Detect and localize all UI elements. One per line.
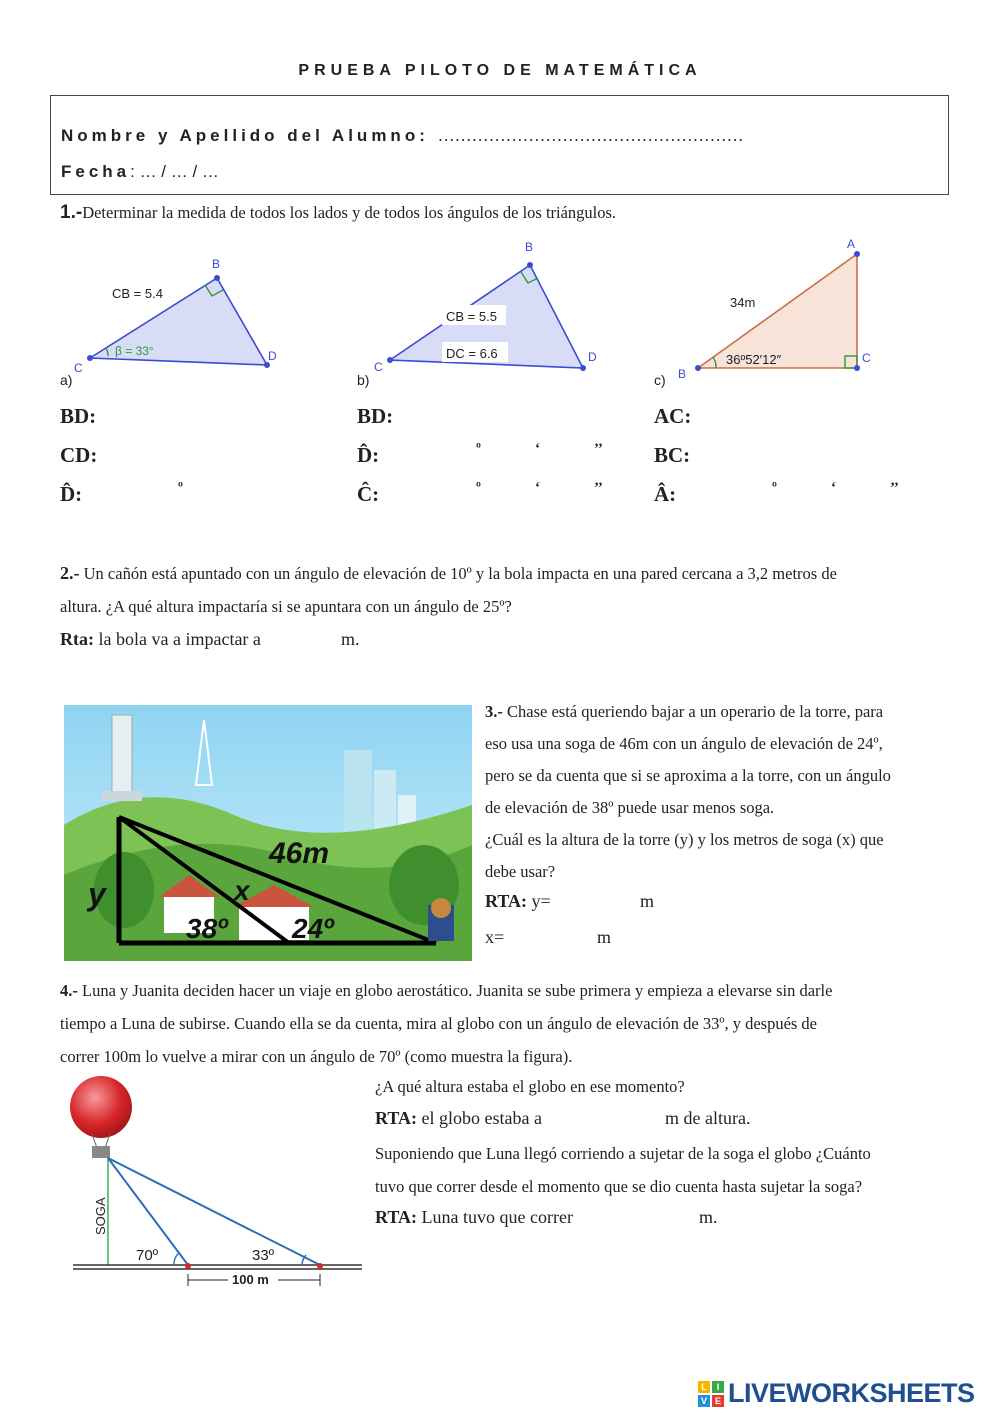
q3-statement (485, 696, 955, 888)
answer-b-angle-c: Ĉ: (357, 482, 380, 506)
q3-rta-label: RTA: (485, 891, 528, 911)
q2-rta-label: Rta: (60, 629, 94, 649)
vertex-b: B (678, 367, 687, 381)
q2-line2: altura. ¿A qué altura impactaría si se apuntara con un ángulo de 25º? (60, 597, 512, 616)
q3-line1: Chase está queriendo bajar a un operario de la torre, para (507, 702, 884, 721)
student-info-box (50, 95, 949, 195)
answer-c-bc: BC: (654, 443, 691, 467)
angle-70-label: 70º (136, 1247, 159, 1264)
page-title: PRUEBA PILOTO DE MATEMÁTICA (298, 62, 702, 79)
q3-line6: debe usar? (485, 862, 556, 881)
triangle-a-tag: a) (60, 372, 73, 388)
answer-a-cd: CD: (60, 443, 98, 467)
q4-question-a: ¿A qué altura estaba el globo en ese momento? (375, 1077, 685, 1096)
rope-x-label: x (234, 875, 250, 906)
triangle-b-figure (360, 235, 620, 385)
q2-statement (60, 557, 950, 623)
side-dc-label: DC = 6.6 (446, 346, 498, 361)
angle-33-label: 33º (252, 1247, 275, 1264)
answer-c-angle-a: Â: (654, 482, 677, 506)
side-cb-label: CB = 5.5 (446, 309, 497, 324)
vertex-a: A (847, 237, 856, 251)
q4-rta2-text: Luna tuvo que correr (421, 1207, 573, 1227)
q3-answer-y (485, 891, 551, 912)
q3-line2: eso usa una soga de 46m con un ángulo de elevación de 24º, (485, 734, 883, 753)
answer-b-c-min: ‘ (535, 480, 540, 496)
tower-y-label: y (88, 876, 106, 912)
tower-figure (64, 705, 472, 961)
answer-b-d-deg: º (476, 441, 481, 457)
q3-y-unit: m (640, 891, 655, 911)
q4-question-b-line2: tuvo que correr desde el momento que se dio cuenta hasta sujetar la soga? (375, 1177, 863, 1196)
q4-question-b-line1: Suponiendo que Luna llegó corriendo a sujetar de la soga el globo ¿Cuánto (375, 1144, 871, 1163)
rope-46m-label: 46m (269, 837, 330, 870)
answer-a-deg: º (178, 480, 183, 496)
answer-c-min: ‘ (831, 480, 836, 496)
side-ab-label: 34m (730, 295, 756, 310)
soga-label: SOGA (93, 1197, 108, 1235)
answer-b-d-sec: ’’ (594, 441, 603, 457)
answer-c-ac: AC: (654, 404, 692, 428)
answer-c-deg: º (772, 480, 777, 496)
balloon-figure (70, 1070, 370, 1295)
q3-y-label: y= (531, 891, 551, 911)
date-field[interactable]: : … / … / … (130, 162, 219, 181)
name-field[interactable]: ……………………………………………… (437, 126, 744, 145)
q3-line5: ¿Cuál es la altura de la torre (y) y los metros de soga (x) que (485, 830, 884, 849)
date-row (61, 162, 219, 182)
vertex-d: D (588, 350, 597, 364)
q3-line4: de elevación de 38º puede usar menos soga. (485, 798, 775, 817)
angle-24-label: 24º (292, 913, 334, 944)
name-label: Nombre y Apellido del Alumno: (61, 126, 429, 145)
side-cb-label: CB = 5.4 (112, 286, 163, 301)
q3-number: 3.- (485, 702, 503, 721)
q4-rta2-label: RTA: (375, 1207, 418, 1227)
q4-answer-1 (375, 1108, 542, 1129)
q4-line2: tiempo a Luna de subirse. Cuando ella se da cuenta, mira al globo con un ángulo de elevación de 33º, y después de (60, 1014, 818, 1033)
answer-a-bd: BD: (60, 404, 97, 428)
answer-b-c-deg: º (476, 480, 481, 496)
answer-a-angle-d: D̂: (60, 482, 83, 506)
logo-icon (698, 1381, 724, 1407)
vertex-c: C (862, 351, 871, 365)
answer-b-d-min: ‘ (535, 441, 540, 457)
distance-100m-label: 100 m (232, 1272, 269, 1287)
q4-line1: Luna y Juanita deciden hacer un viaje en globo aerostático. Juanita se sube primera y empieza a elevarse sin darle (82, 981, 833, 1000)
vertex-b: B (525, 240, 534, 254)
name-row (61, 126, 744, 146)
vertex-d: D (268, 349, 277, 363)
q4-rta2-unit: m. (699, 1207, 718, 1227)
q3-x-label: x= (485, 927, 505, 947)
logo-text: LIVEWORKSHEETS (728, 1378, 975, 1408)
q2-unit: m. (341, 629, 360, 649)
q4-rta1-label: RTA: (375, 1108, 418, 1128)
triangle-a-figure (60, 250, 300, 390)
logo-letter: I (712, 1381, 724, 1393)
answer-b-c-sec: ’’ (594, 480, 603, 496)
q1-statement (60, 196, 616, 229)
answer-b-bd: BD: (357, 404, 394, 428)
q3-x-unit: m (597, 927, 612, 947)
q4-statement (60, 974, 950, 1073)
liveworksheets-logo (698, 1378, 975, 1409)
q4-rta1-text: el globo estaba a (421, 1108, 542, 1128)
logo-letter: L (698, 1381, 710, 1393)
vertex-c: C (74, 361, 83, 375)
q4-question-b (375, 1137, 955, 1203)
q2-line1: Un cañón está apuntado con un ángulo de elevación de 10º y la bola impacta en una pared cercana a 3,2 metros de (83, 564, 837, 583)
answer-b-angle-d: D̂: (357, 443, 380, 467)
q2-answer (60, 629, 261, 650)
logo-letter: E (712, 1395, 724, 1407)
q2-number: 2.- (60, 563, 80, 583)
q4-line3: correr 100m lo vuelve a mirar con un ángulo de 70º (como muestra la figura). (60, 1047, 573, 1066)
logo-letter: V (698, 1395, 710, 1407)
angle-b-label: 36º52′12″ (726, 352, 782, 367)
q4-number: 4.- (60, 981, 78, 1000)
date-label: Fecha (61, 162, 131, 181)
q3-line3: pero se da cuenta que si se aproxima a la torre, con un ángulo (485, 766, 891, 785)
triangle-c-figure (670, 232, 890, 382)
q4-rta1-unit: m de altura. (665, 1108, 751, 1128)
angle-38-label: 38º (186, 913, 228, 944)
triangle-b-tag: b) (357, 372, 370, 388)
q1-number: 1.- (60, 202, 83, 223)
answer-c-sec: ’’ (890, 480, 899, 496)
triangle-c-tag: c) (654, 372, 666, 388)
q2-rta-text: la bola va a impactar a (98, 629, 261, 649)
vertex-c: C (374, 360, 383, 374)
angle-beta-label: β = 33° (115, 344, 154, 358)
vertex-b: B (212, 257, 221, 271)
q4-answer-2 (375, 1207, 573, 1228)
q1-text: Determinar la medida de todos los lados y de todos los ángulos de los triángulos. (82, 203, 617, 222)
